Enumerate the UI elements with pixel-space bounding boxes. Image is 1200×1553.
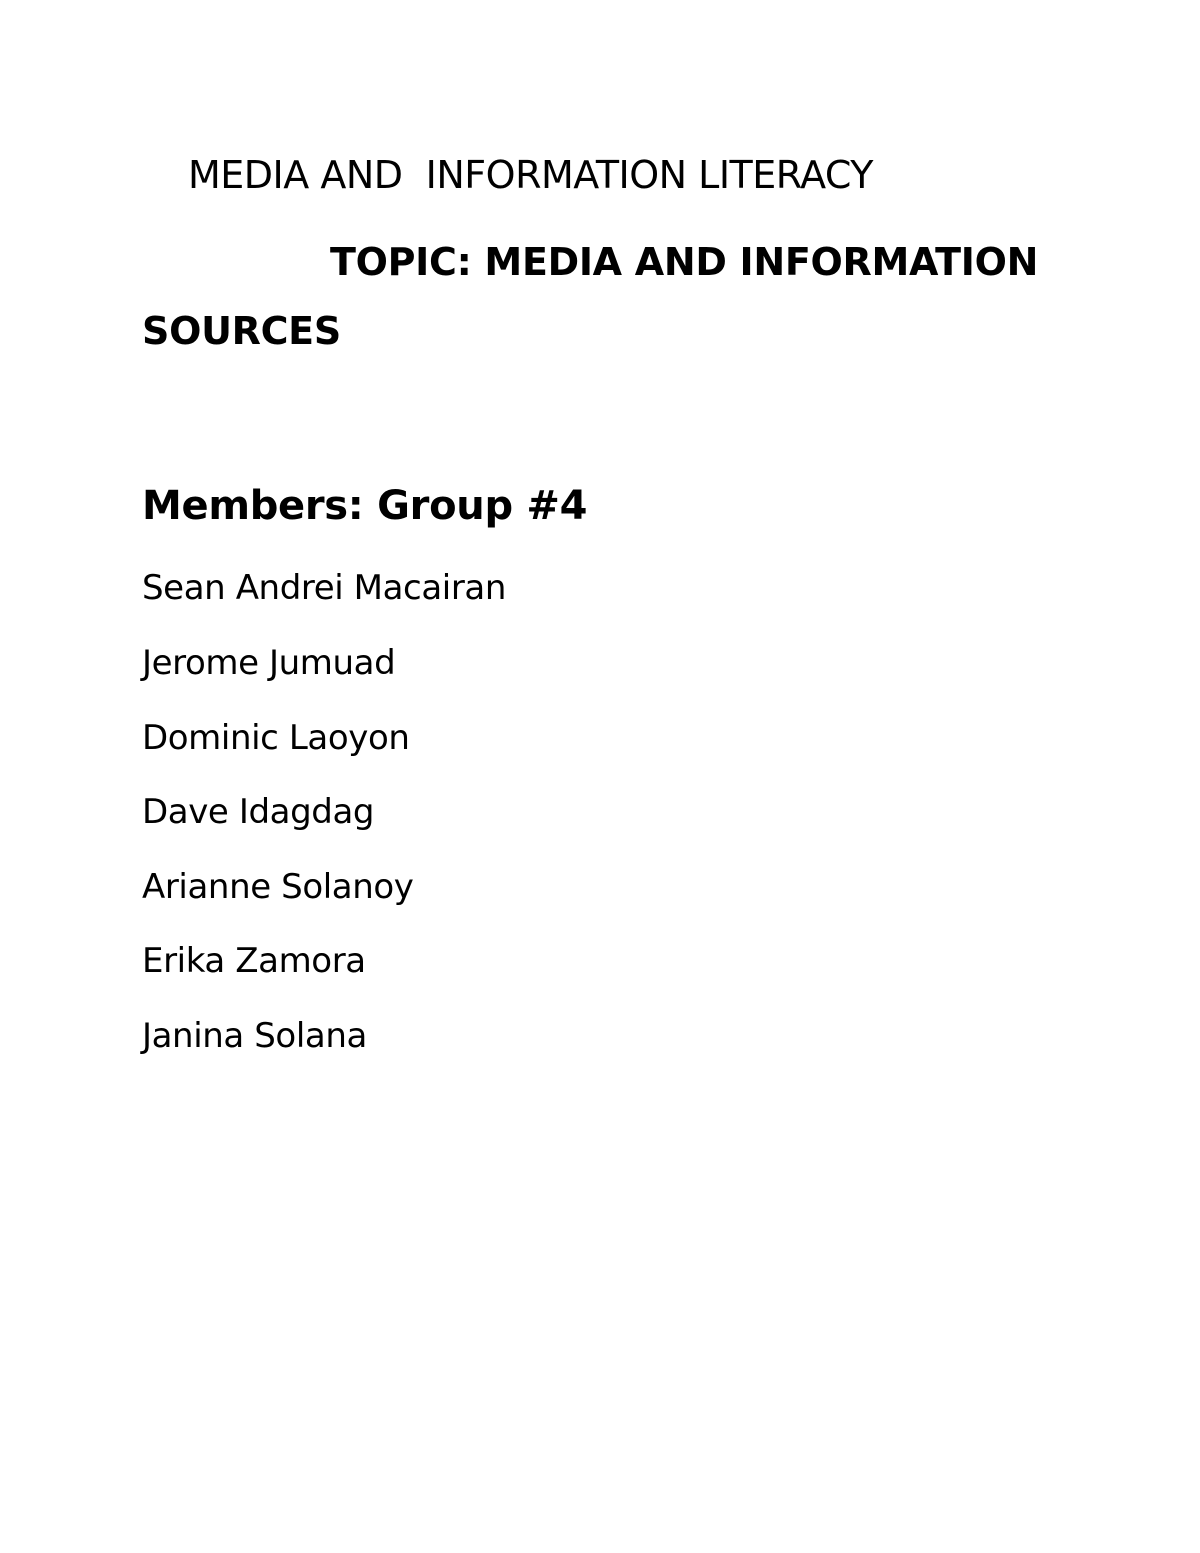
member-name: Erika Zamora <box>142 941 366 981</box>
topic-heading-line-1: TOPIC: MEDIA AND INFORMATION <box>330 240 1039 284</box>
member-name: Sean Andrei Macairan <box>142 568 506 608</box>
member-name: Dominic Laoyon <box>142 718 410 758</box>
member-name: Jerome Jumuad <box>142 643 396 683</box>
members-heading: Members: Group #4 <box>142 483 588 529</box>
member-name: Dave Idagdag <box>142 792 375 832</box>
topic-heading-line-2: SOURCES <box>142 309 341 353</box>
course-title: MEDIA AND INFORMATION LITERACY <box>188 153 874 197</box>
member-name: Janina Solana <box>142 1016 367 1056</box>
member-name: Arianne Solanoy <box>142 867 414 907</box>
